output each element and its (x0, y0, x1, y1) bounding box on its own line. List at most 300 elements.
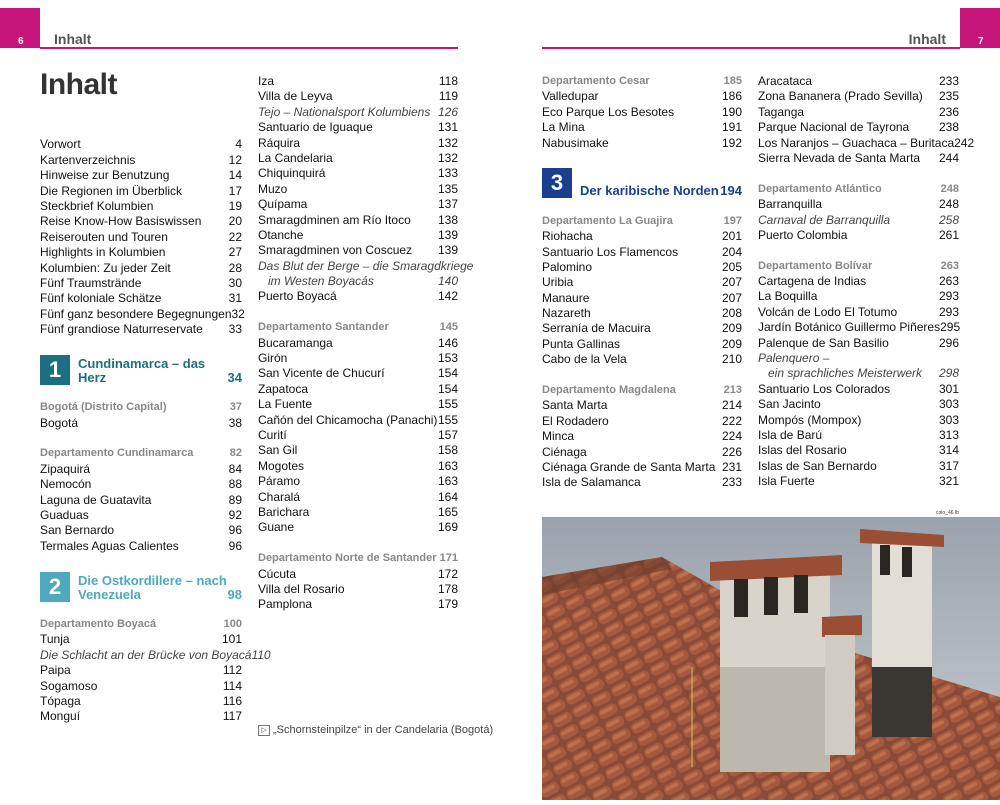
entry-title: Eco Parque Los Besotes (542, 104, 675, 119)
entry-title: Cúcuta (258, 566, 297, 581)
entry-title: Fünf Traumstrände (40, 275, 142, 290)
toc-entry[interactable] (40, 477, 242, 492)
toc-entry[interactable] (758, 120, 959, 135)
entry-page: 213 (723, 384, 742, 397)
toc-column-2 (258, 74, 474, 613)
spacer (542, 368, 742, 383)
entry-page: 155 (437, 412, 458, 427)
toc-entry[interactable] (258, 258, 474, 274)
entry-page: 135 (437, 181, 458, 196)
entry-page: 133 (437, 166, 458, 181)
entry-page: 293 (938, 289, 959, 304)
entry-page: 314 (938, 443, 959, 458)
entry-title: Carnaval de Barranquilla (758, 212, 891, 227)
entry-page: 4 (235, 137, 242, 152)
entry-title: Volcán de Lodo El Totumo (758, 304, 898, 319)
entry-page: 171 (439, 552, 458, 565)
entry-page: 205 (721, 259, 742, 274)
toc-entry[interactable] (258, 197, 458, 212)
toc-entry[interactable] (40, 322, 242, 337)
entry-title: Mompós (Mompox) (758, 412, 862, 427)
entry-title: Santuario de Iguaque (258, 120, 373, 135)
entry-page: 296 (938, 335, 959, 350)
toc-entry[interactable] (542, 337, 742, 352)
toc-entry[interactable] (258, 597, 458, 612)
entry-title: Aracataca (758, 74, 813, 88)
entry-title: Departamento Boyacá (40, 617, 157, 630)
toc-entry[interactable] (542, 260, 742, 275)
toc-entry[interactable] (542, 291, 742, 306)
section-heading[interactable] (542, 74, 742, 89)
toc-entry[interactable] (258, 567, 458, 582)
toc-entry[interactable] (40, 168, 242, 183)
toc-entry[interactable] (758, 351, 959, 366)
toc-column-4 (758, 74, 975, 490)
entry-title: Punta Gallinas (542, 336, 621, 351)
entry-page: 163 (437, 474, 458, 489)
entry-page: 263 (938, 274, 959, 289)
entry-page: 139 (437, 227, 458, 242)
toc-entry[interactable] (258, 413, 458, 428)
section-heading[interactable] (542, 383, 742, 398)
entry-title: Tejo – Nationalsport Kolumbiens (258, 104, 431, 119)
entry-title: Curití (258, 427, 287, 442)
toc-entry[interactable] (40, 214, 242, 229)
entry-title: Tópaga (40, 693, 81, 708)
toc-entry[interactable] (40, 539, 242, 554)
toc-entry[interactable] (542, 475, 742, 490)
spacer (40, 431, 242, 446)
entry-page: 131 (437, 120, 458, 135)
section-heading[interactable] (258, 551, 458, 566)
photo-caption (258, 724, 493, 736)
chapter-number: 2 (40, 572, 70, 602)
entry-page: 31 (228, 291, 242, 306)
page-number-left: 6 (0, 8, 40, 48)
page-title: Inhalt (40, 68, 117, 101)
toc-entry[interactable] (542, 136, 742, 151)
entry-page: 155 (437, 397, 458, 412)
toc-entry[interactable] (40, 153, 242, 168)
spacer (758, 243, 959, 258)
spacer (258, 305, 458, 320)
chapter-title: Die Ostkordillere – nach Venezuela (78, 572, 227, 602)
entry-title: Manaure (542, 290, 590, 305)
entry-page: 226 (721, 444, 742, 459)
toc-entry[interactable] (258, 505, 458, 520)
spacer (40, 122, 242, 137)
toc-entry[interactable] (40, 416, 242, 431)
toc-entry[interactable] (40, 291, 242, 306)
entry-page: 303 (938, 397, 959, 412)
toc-entry[interactable] (542, 429, 742, 444)
entry-title: Zipaquirá (40, 461, 91, 476)
toc-entry[interactable] (758, 397, 959, 412)
entry-page: 117 (222, 709, 242, 724)
entry-title: Reise Know-How Basiswissen (40, 214, 202, 229)
entry-title: Monguí (40, 709, 81, 724)
entry-title: Tunja (40, 632, 70, 647)
toc-entry[interactable] (258, 274, 458, 289)
toc-entry[interactable] (542, 275, 742, 290)
entry-title: Palenquero – (758, 351, 830, 366)
entry-title: Chiquinquirá (258, 166, 326, 181)
toc-entry[interactable] (258, 289, 458, 304)
entry-title: Hinweise zur Benutzung (40, 168, 170, 183)
entry-page: 224 (721, 429, 742, 444)
entry-page: 207 (721, 275, 742, 290)
entry-page: 101 (221, 632, 242, 647)
toc-entry[interactable] (758, 366, 959, 381)
toc-entry[interactable] (40, 709, 242, 724)
entry-page: 201 (721, 229, 742, 244)
entry-page: 209 (721, 321, 742, 336)
entry-page: 153 (437, 351, 458, 366)
entry-title: Barranquilla (758, 197, 823, 212)
toc-entry[interactable] (258, 474, 458, 489)
spacer (258, 536, 458, 551)
entry-page: 321 (938, 474, 959, 489)
toc-entry[interactable] (258, 182, 458, 197)
toc-entry[interactable] (40, 462, 242, 477)
entry-title: Smaragdminen am Río Itoco (258, 212, 411, 227)
entry-title: Bogotá (Distrito Capital) (40, 401, 167, 414)
spacer (40, 385, 242, 400)
toc-entry[interactable] (758, 105, 959, 120)
toc-entry[interactable] (258, 351, 458, 366)
entry-title: Mogotes (258, 458, 305, 473)
toc-entry[interactable] (758, 428, 959, 443)
chapter-heading[interactable] (40, 353, 242, 385)
toc-entry[interactable] (258, 336, 458, 351)
entry-title: Isla de Barú (758, 427, 823, 442)
entry-page: 118 (438, 74, 458, 88)
entry-title: Valledupar (542, 89, 599, 104)
toc-entry[interactable] (258, 151, 458, 166)
toc-entry[interactable] (542, 105, 742, 120)
spacer (40, 337, 242, 352)
entry-page: 88 (228, 477, 242, 492)
entry-page: 38 (228, 415, 242, 430)
toc-entry[interactable] (758, 320, 959, 335)
toc-entry[interactable] (542, 229, 742, 244)
entry-title: Departamento Atlántico (758, 182, 882, 195)
entry-title: Sogamoso (40, 678, 98, 693)
toc-entry[interactable] (758, 151, 959, 166)
entry-title: Puerto Colombia (758, 227, 848, 242)
entry-title: Departamento Cesar (542, 75, 650, 87)
entry-title: im Westen Boyacás (268, 274, 374, 289)
toc-entry[interactable] (258, 120, 458, 135)
toc-entry[interactable] (542, 89, 742, 104)
entry-page: 114 (222, 678, 242, 693)
toc-entry[interactable] (258, 89, 458, 104)
entry-page: 190 (721, 104, 742, 119)
entry-page: 178 (437, 581, 458, 596)
photo-code: colo_46 lb (936, 510, 959, 516)
entry-page: 28 (228, 260, 242, 275)
entry-title: Paipa (40, 663, 71, 678)
entry-page: 235 (938, 89, 959, 104)
toc-entry[interactable] (40, 632, 242, 647)
toc-entry[interactable] (542, 352, 742, 367)
header-rule-right (542, 47, 960, 49)
entry-title: Vorwort (40, 137, 81, 152)
entry-title: Quípama (258, 197, 308, 212)
entry-page: 12 (228, 152, 242, 167)
toc-entry[interactable] (40, 508, 242, 523)
entry-title: Taganga (758, 104, 805, 119)
chapter-heading[interactable] (40, 570, 242, 602)
entry-page: 112 (222, 663, 242, 678)
entry-title: Palenque de San Basilio (758, 335, 889, 350)
section-heading[interactable] (758, 182, 959, 197)
toc-entry[interactable] (758, 135, 975, 151)
spacer (40, 602, 242, 617)
toc-entry[interactable] (258, 366, 458, 381)
toc-entry[interactable] (258, 136, 458, 151)
entry-page: 261 (938, 227, 959, 242)
toc-entry[interactable] (258, 397, 458, 412)
entry-page: 222 (721, 413, 742, 428)
entry-title: Fünf ganz besondere Begegnungen (40, 306, 232, 321)
entry-title: Departamento La Guajira (542, 214, 673, 227)
toc-entry[interactable] (258, 243, 458, 258)
toc-entry[interactable] (40, 261, 242, 276)
caption-text: „Schornsteinpilze“ in der Candelaria (Bogotá) (273, 724, 494, 736)
entry-page: 116 (222, 693, 242, 708)
chapter-number: 3 (542, 168, 572, 198)
entry-title: Uribia (542, 275, 574, 290)
chapter-title: Der karibische Norden (580, 183, 719, 199)
toc-entry[interactable] (40, 679, 242, 694)
chapter-title: Cundinamarca – das Herz (78, 355, 206, 385)
toc-entry[interactable] (758, 459, 959, 474)
entry-title: Jardín Botánico Guillermo Piñeres (758, 320, 941, 335)
entry-page: 204 (721, 244, 742, 259)
entry-title: Reiserouten und Touren (40, 229, 168, 244)
entry-title: Laguna de Guatavita (40, 492, 152, 507)
entry-title: Termales Aguas Calientes (40, 538, 179, 553)
entry-title: Santa Marta (542, 398, 608, 413)
entry-page: 96 (228, 538, 242, 553)
toc-entry[interactable] (40, 493, 242, 508)
toc-entry[interactable] (758, 213, 959, 228)
entry-title: Nazareth (542, 306, 591, 321)
running-header-left: Inhalt (54, 31, 92, 47)
section-heading[interactable] (40, 446, 242, 461)
toc-entry[interactable] (542, 321, 742, 336)
entry-page: 231 (721, 459, 742, 474)
entry-title: Das Blut der Berge – die Smaragdkriege (258, 258, 474, 273)
entry-page: 132 (437, 135, 458, 150)
entry-title: Villa de Leyva (258, 89, 333, 104)
entry-page: 82 (229, 447, 242, 460)
chapter-page: 194 (720, 183, 742, 199)
toc-entry[interactable] (758, 197, 959, 212)
entry-title: Departamento Cundinamarca (40, 447, 194, 460)
toc-entry[interactable] (542, 398, 742, 413)
entry-title: Islas del Rosario (758, 443, 847, 458)
entry-title: La Fuente (258, 397, 313, 412)
toc-entry[interactable] (542, 120, 742, 135)
toc-entry[interactable] (40, 199, 242, 214)
spacer (40, 554, 242, 569)
entry-title: Isla Fuerte (758, 474, 815, 489)
entry-title: Fünf koloniale Schätze (40, 291, 162, 306)
entry-page: 263 (940, 259, 959, 272)
toc-entry[interactable] (542, 414, 742, 429)
toc-entry[interactable] (542, 460, 742, 475)
toc-entry[interactable] (40, 230, 242, 245)
entry-title: Departamento Magdalena (542, 384, 676, 397)
entry-title: Ciénaga (542, 444, 587, 459)
toc-entry[interactable] (758, 228, 959, 243)
toc-column-1 (40, 122, 271, 725)
section-heading[interactable] (40, 400, 242, 415)
chapter-heading[interactable] (542, 166, 742, 198)
entry-title: Sierra Nevada de Santa Marta (758, 150, 921, 165)
entry-title: Palomino (542, 259, 593, 274)
entry-title: Steckbrief Kolumbien (40, 198, 154, 213)
entry-page: 100 (223, 617, 242, 630)
entry-title: Kolumbien: Zu jeder Zeit (40, 260, 171, 275)
spacer (758, 166, 959, 181)
section-heading[interactable] (758, 259, 959, 274)
entry-page: 142 (437, 289, 458, 304)
toc-entry[interactable] (758, 74, 959, 89)
entry-page: 233 (721, 475, 742, 490)
toc-entry[interactable] (258, 228, 458, 243)
toc-entry[interactable] (258, 213, 458, 228)
toc-entry[interactable] (40, 245, 242, 260)
entry-title: Ráquira (258, 135, 301, 150)
entry-page: 157 (437, 427, 458, 442)
entry-title: Cañón del Chicamocha (Panachi) (258, 412, 438, 427)
toc-entry[interactable] (258, 428, 458, 443)
entry-page: 238 (938, 120, 959, 135)
toc-entry[interactable] (258, 582, 458, 597)
entry-page: 37 (229, 401, 242, 414)
toc-entry[interactable] (40, 137, 242, 152)
entry-page: 298 (938, 366, 959, 381)
entry-title: Santuario Los Flamencos (542, 244, 679, 259)
toc-entry[interactable] (758, 289, 959, 304)
toc-entry[interactable] (758, 413, 959, 428)
toc-entry[interactable] (40, 184, 242, 199)
toc-entry[interactable] (542, 306, 742, 321)
toc-entry[interactable] (40, 663, 242, 678)
section-heading[interactable] (542, 214, 742, 229)
entry-title: Isla de Salamanca (542, 475, 641, 490)
section-heading[interactable] (40, 617, 242, 632)
chapter-page: 98 (227, 586, 242, 602)
entry-title: Zapatoca (258, 381, 309, 396)
entry-page: 164 (437, 489, 458, 504)
toc-entry[interactable] (258, 459, 458, 474)
toc-entry[interactable] (758, 382, 959, 397)
entry-title: Otanche (258, 227, 304, 242)
toc-entry[interactable] (542, 445, 742, 460)
entry-page: 132 (437, 150, 458, 165)
toc-entry[interactable] (758, 274, 959, 289)
entry-page: 185 (723, 75, 742, 87)
running-header-right: Inhalt (908, 31, 946, 47)
entry-page: 139 (437, 243, 458, 258)
toc-entry[interactable] (258, 74, 458, 89)
entry-page: 33 (228, 322, 242, 337)
entry-page: 140 (437, 274, 458, 289)
entry-title: San Gil (258, 443, 298, 458)
entry-page: 248 (940, 182, 959, 195)
toc-entry[interactable] (258, 490, 458, 505)
spacer (542, 198, 742, 213)
toc-entry[interactable] (758, 305, 959, 320)
entry-page: 14 (228, 168, 242, 183)
toc-entry[interactable] (40, 647, 271, 663)
spacer (542, 151, 742, 166)
entry-page: 210 (721, 352, 742, 367)
entry-title: Charalá (258, 489, 301, 504)
toc-entry[interactable] (258, 105, 458, 120)
page-number-right: 7 (960, 8, 1000, 48)
entry-title: Highlights in Kolumbien (40, 245, 166, 260)
toc-entry[interactable] (758, 336, 959, 351)
entry-page: 233 (938, 74, 959, 88)
entry-page: 27 (228, 245, 242, 260)
toc-entry[interactable] (40, 276, 242, 291)
entry-title: Cabo de la Vela (542, 352, 627, 367)
entry-page: 119 (438, 89, 458, 104)
entry-page: 138 (437, 212, 458, 227)
entry-page: 179 (437, 597, 458, 612)
entry-page: 163 (437, 458, 458, 473)
entry-page: 154 (437, 381, 458, 396)
entry-title: Ciénaga Grande de Santa Marta (542, 459, 716, 474)
entry-title: La Boquilla (758, 289, 818, 304)
toc-entry[interactable] (258, 520, 458, 535)
toc-entry[interactable] (258, 166, 458, 181)
entry-title: Iza (258, 74, 275, 88)
entry-title: Guane (258, 520, 295, 535)
toc-entry[interactable] (258, 443, 458, 458)
toc-entry[interactable] (542, 245, 742, 260)
toc-entry[interactable] (40, 523, 242, 538)
toc-entry[interactable] (40, 306, 245, 322)
section-heading[interactable] (258, 320, 458, 335)
entry-page: 20 (228, 214, 242, 229)
entry-title: Barichara (258, 504, 310, 519)
entry-page: 301 (938, 381, 959, 396)
entry-page: 96 (228, 523, 242, 538)
entry-title: Pamplona (258, 597, 313, 612)
entry-page: 293 (938, 304, 959, 319)
entry-title: Bucaramanga (258, 335, 333, 350)
entry-title: San Vicente de Chucurí (258, 366, 385, 381)
toc-entry[interactable] (758, 89, 959, 104)
entry-title: Departamento Santander (258, 321, 389, 334)
entry-title: Muzo (258, 181, 288, 196)
toc-entry[interactable] (758, 474, 959, 489)
toc-entry[interactable] (40, 694, 242, 709)
entry-title: Minca (542, 429, 575, 444)
entry-title: Puerto Boyacá (258, 289, 337, 304)
toc-entry[interactable] (758, 443, 959, 458)
entry-title: Islas de San Bernardo (758, 458, 877, 473)
entry-title: Kartenverzeichnis (40, 152, 136, 167)
entry-title: Páramo (258, 474, 301, 489)
toc-entry[interactable] (258, 382, 458, 397)
